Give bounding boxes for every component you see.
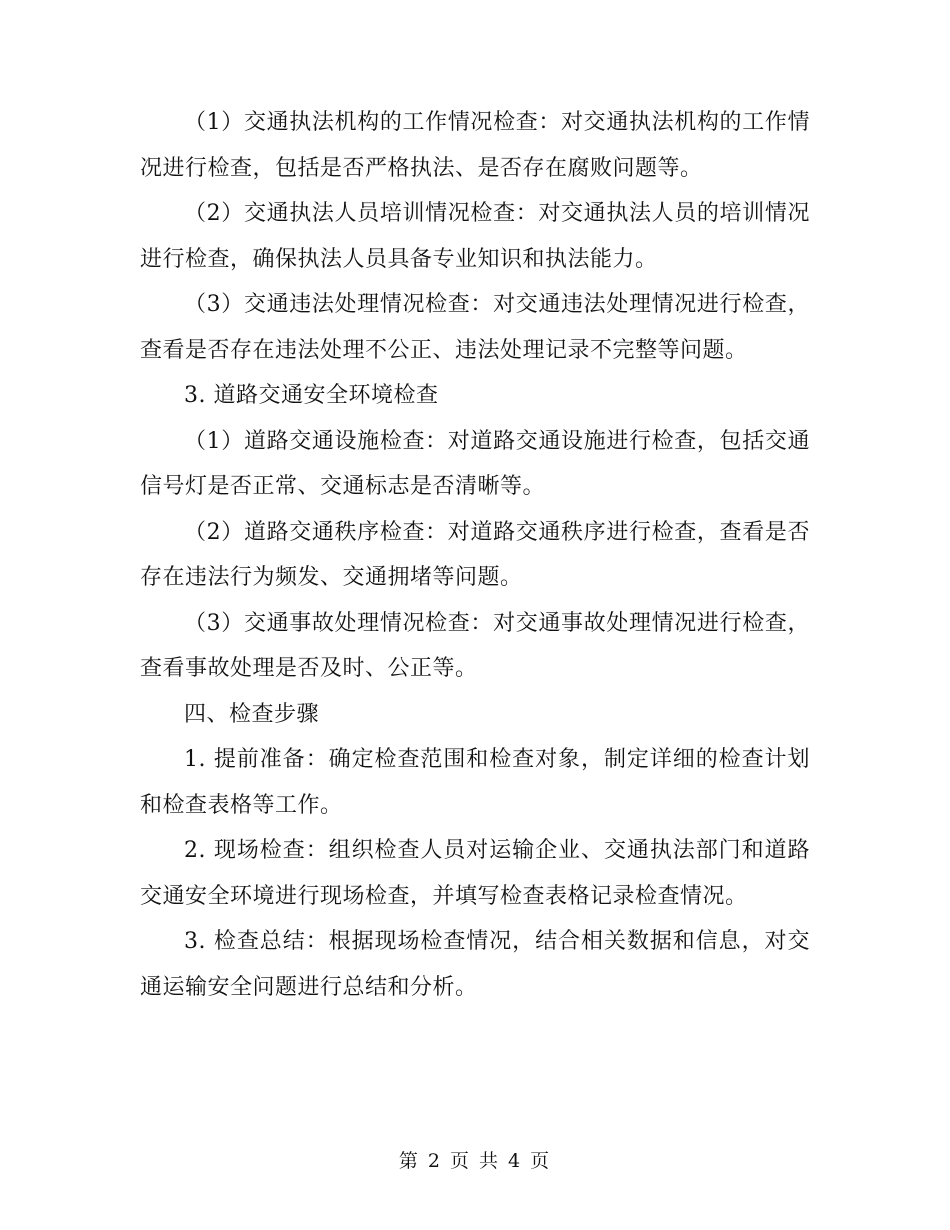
paragraph-road-order-check: （2）道路交通秩序检查：对道路交通秩序进行检查，查看是否存在违法行为频发、交通拥堵等问题。	[140, 519, 810, 590]
page-number-footer: 第 2 页 共 4 页	[398, 1150, 552, 1172]
paragraph-enforcement-agency-check: （1）交通执法机构的工作情况检查：对交通执法机构的工作情况进行检查，包括是否严格执法、是否存在腐败问题等。	[140, 110, 810, 181]
paragraph-step-onsite-inspection: 2. 现场检查：组织检查人员对运输企业、交通执法部门和道路交通安全环境进行现场检查，并填写检查表格记录检查情况。	[140, 838, 810, 909]
paragraph-road-facility-check: （1）道路交通设施检查：对道路交通设施进行检查，包括交通信号灯是否正常、交通标志是否清晰等。	[140, 428, 810, 499]
section-heading-road-safety-environment: 3. 道路交通安全环境检查	[184, 383, 439, 408]
paragraph-violation-handling-check: （3）交通违法处理情况检查：对交通违法处理情况进行检查，查看是否存在违法处理不公正、违法处理记录不完整等问题。	[140, 292, 810, 363]
document-body	[140, 100, 810, 1010]
paragraph-enforcement-training-check: （2）交通执法人员培训情况检查：对交通执法人员的培训情况进行检查，确保执法人员具备专业知识和执法能力。	[140, 201, 810, 272]
section-heading-inspection-steps: 四、检查步骤	[184, 701, 320, 727]
paragraph-step-preparation: 1. 提前准备：确定检查范围和检查对象，制定详细的检查计划和检查表格等工作。	[140, 747, 810, 818]
paragraph-accident-handling-check: （3）交通事故处理情况检查：对交通事故处理情况进行检查，查看事故处理是否及时、公正等。	[140, 610, 810, 681]
paragraph-step-summary: 3. 检查总结：根据现场检查情况，结合相关数据和信息，对交通运输安全问题进行总结和分析。	[140, 929, 810, 1000]
